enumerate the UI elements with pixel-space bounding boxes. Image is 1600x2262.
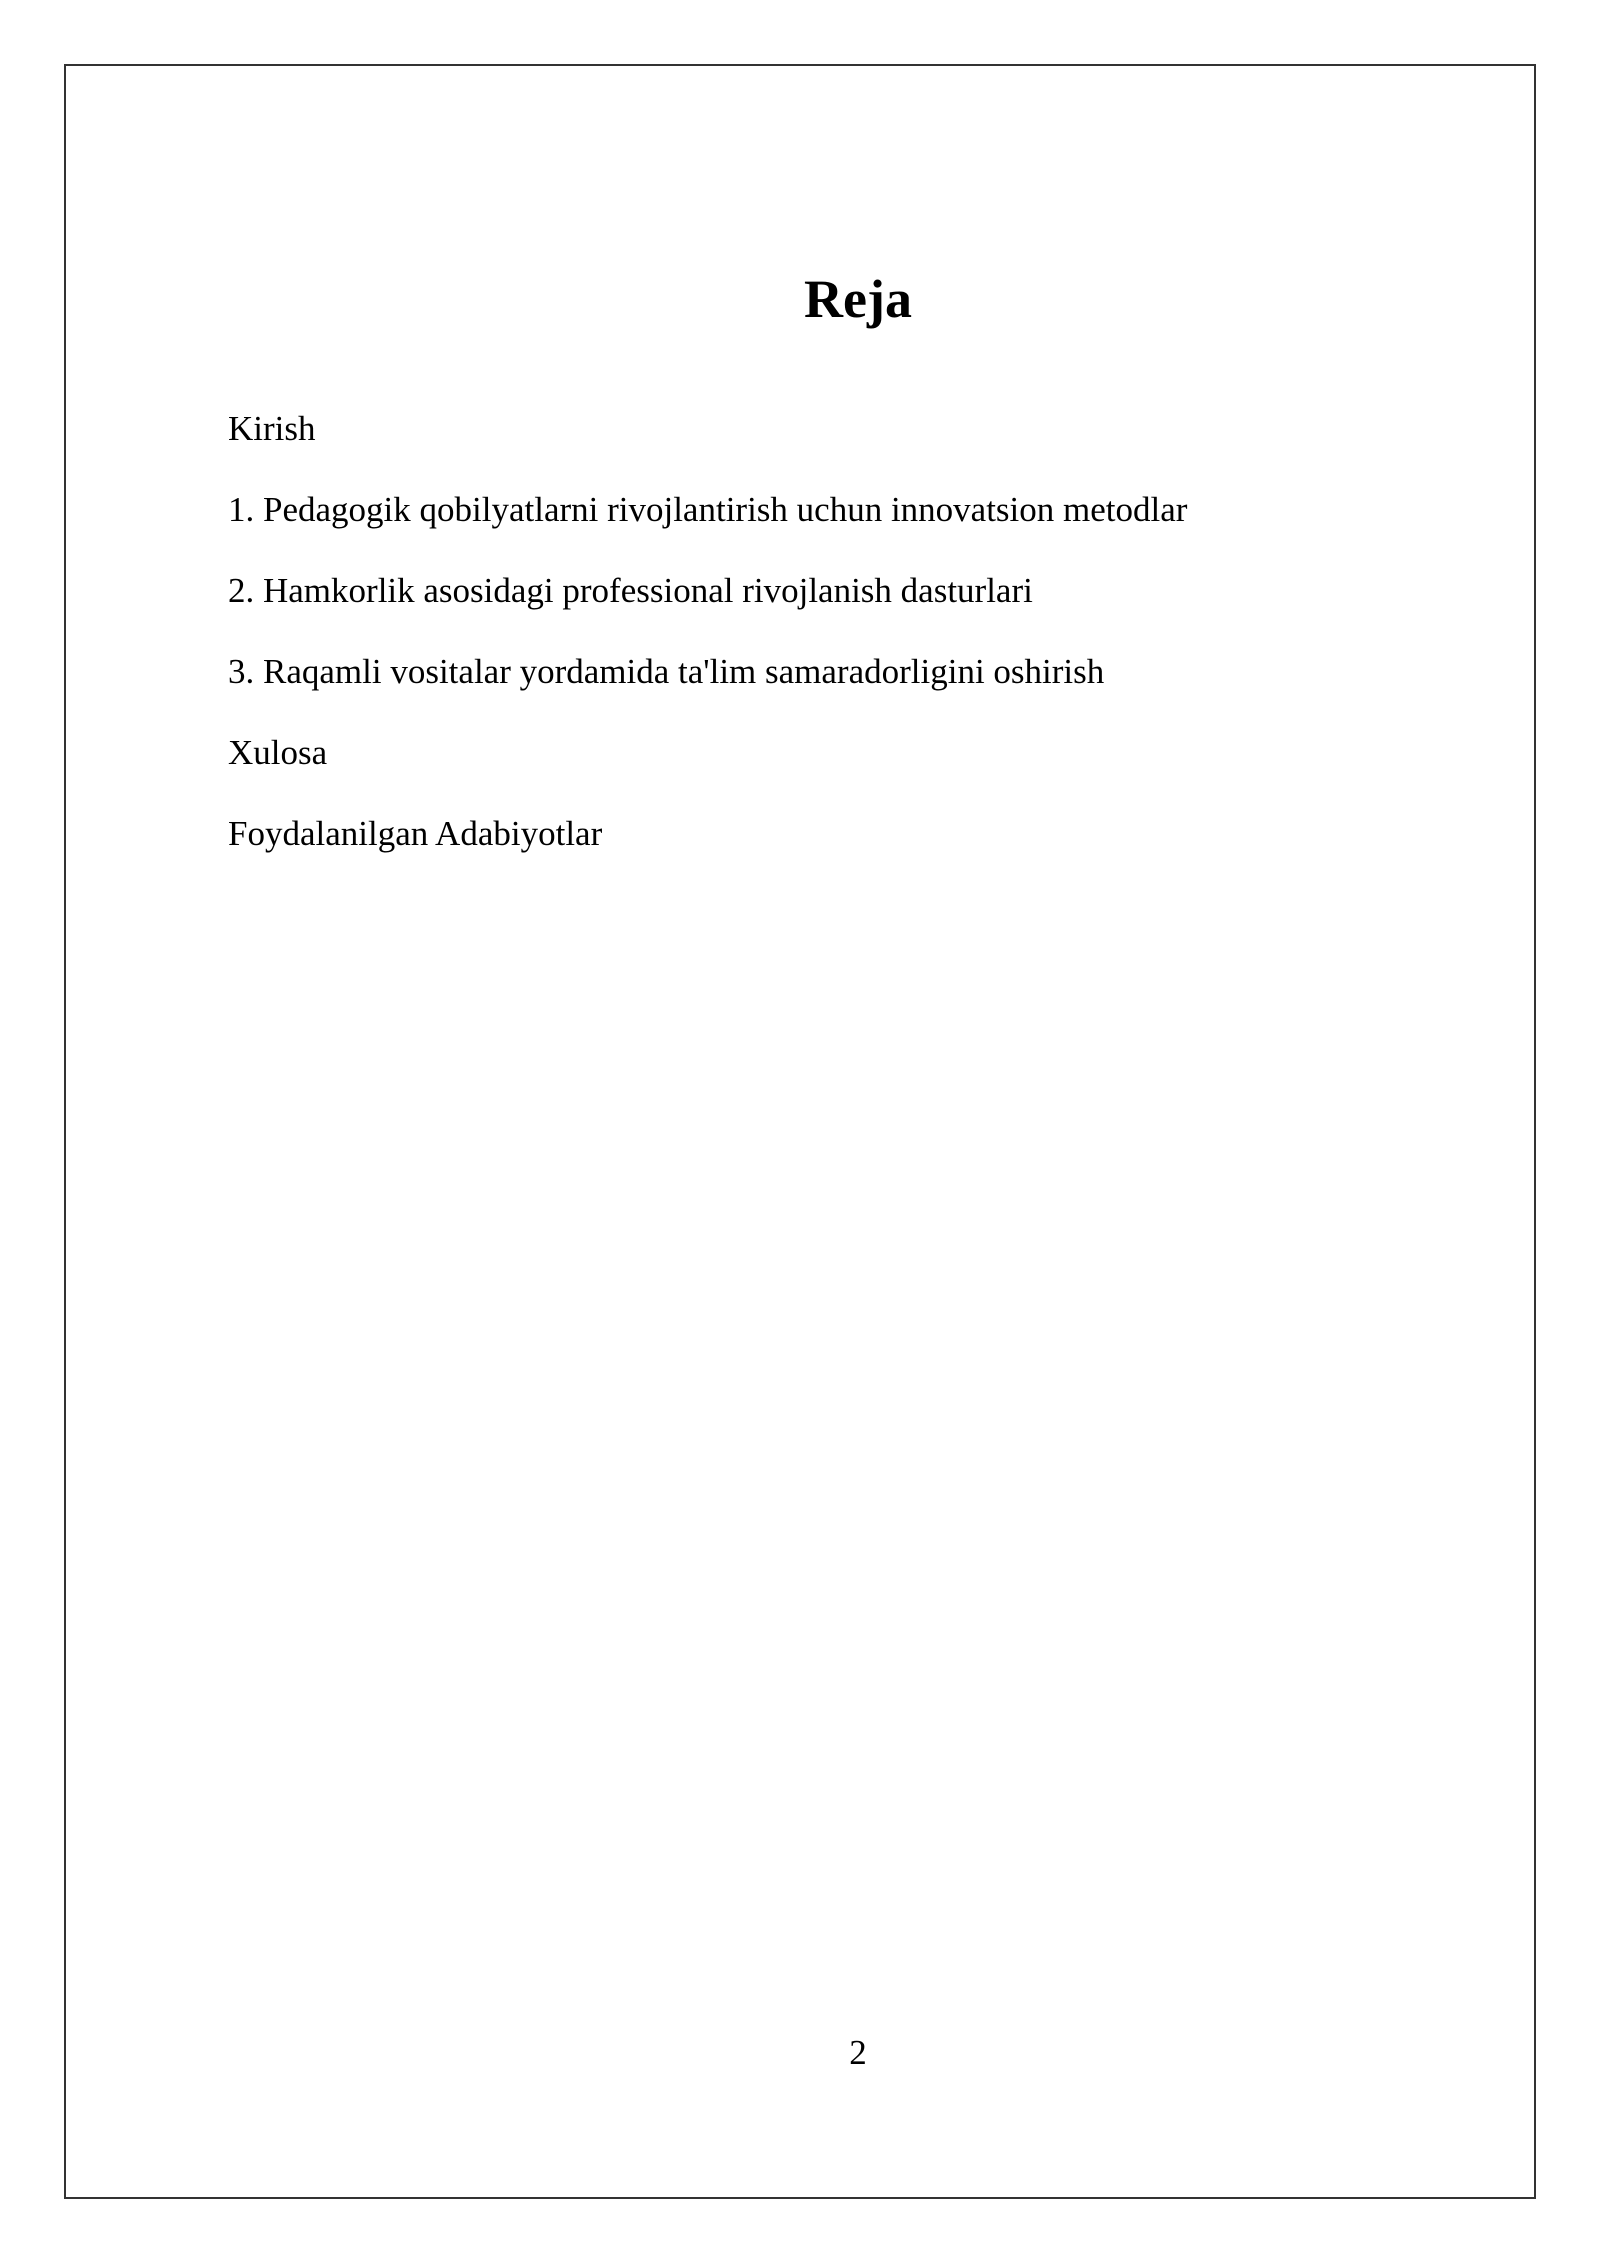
table-of-contents — [228, 404, 1187, 890]
toc-item-chapter-2: 2. Hamkorlik asosidagi professional rivojlanish dasturlari — [228, 571, 1033, 610]
page-border — [64, 64, 1536, 2199]
page-title: Reja — [804, 269, 912, 329]
toc-item-references: Foydalanilgan Adabiyotlar — [228, 814, 603, 853]
page-number: 2 — [849, 2033, 867, 2072]
toc-item-introduction: Kirish — [228, 409, 316, 448]
toc-item-chapter-1: 1. Pedagogik qobilyatlarni rivojlantirish uchun innovatsion metodlar — [228, 490, 1188, 529]
toc-item-conclusion: Xulosa — [228, 733, 328, 772]
toc-item-chapter-3: 3. Raqamli vositalar yordamida ta'lim samaradorligini oshirish — [228, 652, 1105, 691]
